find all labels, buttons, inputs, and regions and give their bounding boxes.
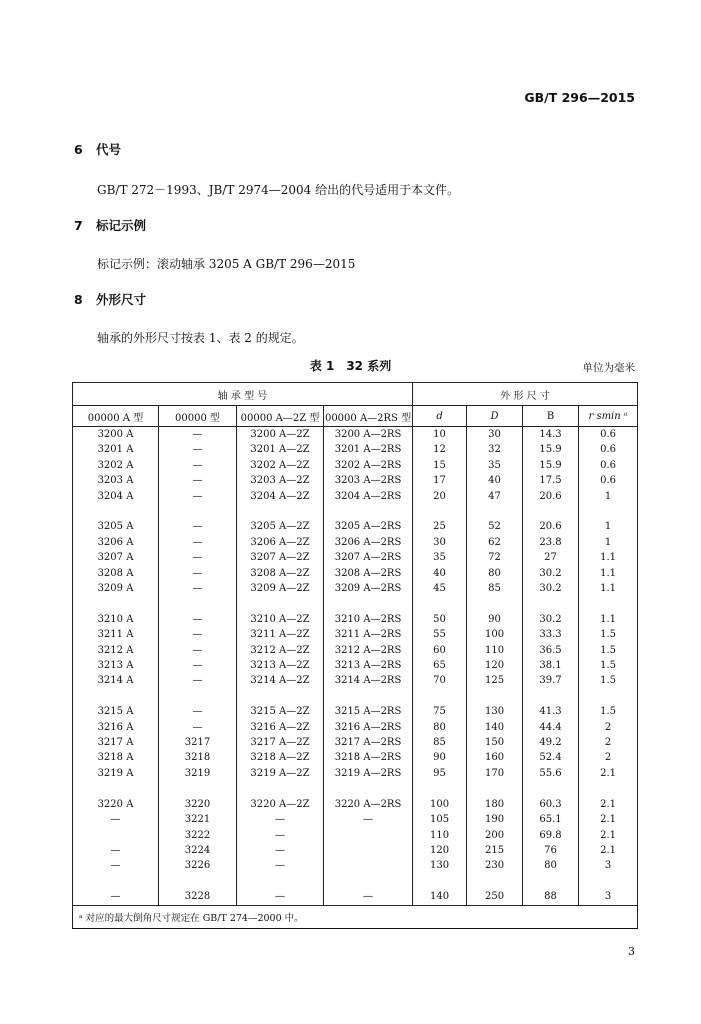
table-cell: 2.1 xyxy=(579,828,638,843)
table-cell: 3220 A—2RS xyxy=(324,797,413,812)
table-row xyxy=(73,750,638,765)
table-cell: 14.3 xyxy=(523,427,579,443)
table-cell: 30 xyxy=(413,535,467,550)
table-cell: 140 xyxy=(467,720,523,735)
table-cell: 3215 A xyxy=(73,704,159,719)
table-cell: 3204 A—2Z xyxy=(237,489,324,504)
table-cell: 3200 A—2Z xyxy=(237,427,324,443)
table-cell: 3222 xyxy=(159,828,237,843)
table-cell: 1.5 xyxy=(579,627,638,642)
table-cell: 3220 A—2Z xyxy=(237,797,324,812)
table-cell: 72 xyxy=(467,550,523,565)
table-cell: 3200 A—2RS xyxy=(324,427,413,443)
table-cell: 3202 A xyxy=(73,458,159,473)
table-cell: 39.7 xyxy=(523,673,579,688)
col-header: 00000 A 型 xyxy=(73,406,159,427)
table-cell: — xyxy=(159,550,237,565)
table-cell: 30.2 xyxy=(523,566,579,581)
table-cell: 47 xyxy=(467,489,523,504)
dimension-table xyxy=(72,382,638,929)
table-cell: 76 xyxy=(523,843,579,858)
table-cell: 70 xyxy=(413,673,467,688)
table-cell xyxy=(324,843,413,858)
table-cell: 1.1 xyxy=(579,550,638,565)
table-cell: 3217 A xyxy=(73,735,159,750)
table-cell: 3207 A xyxy=(73,550,159,565)
table-row xyxy=(73,489,638,504)
table-cell: 3217 xyxy=(159,735,237,750)
table-row xyxy=(73,442,638,457)
table-cell: 3210 A—2Z xyxy=(237,612,324,627)
table-cell: 0.6 xyxy=(579,427,638,443)
table-cell: 17 xyxy=(413,473,467,488)
table-cell: 3211 A xyxy=(73,627,159,642)
table-row xyxy=(73,812,638,827)
section-8-heading: 8 外形尺寸 xyxy=(74,292,147,307)
table-cell: 88 xyxy=(523,889,579,905)
table-row xyxy=(73,828,638,843)
table-cell: — xyxy=(159,673,237,688)
table-cell: 3205 A—2Z xyxy=(237,519,324,534)
table-cell: 3226 xyxy=(159,858,237,873)
table-cell: 41.3 xyxy=(523,704,579,719)
col-header: 00000 A—2RS 型 xyxy=(324,406,413,427)
table-cell: — xyxy=(159,473,237,488)
page-number: 3 xyxy=(628,945,635,958)
table-cell: 38.1 xyxy=(523,658,579,673)
table-cell: 125 xyxy=(467,673,523,688)
table-cell: — xyxy=(159,427,237,443)
table-cell: — xyxy=(159,720,237,735)
table-cell: 0.6 xyxy=(579,458,638,473)
table-cell: — xyxy=(159,519,237,534)
table-cell: 40 xyxy=(467,473,523,488)
table-cell: 15.9 xyxy=(523,442,579,457)
table-cell: 60.3 xyxy=(523,797,579,812)
table-cell: 3219 xyxy=(159,766,237,781)
table-cell: 80 xyxy=(467,566,523,581)
table-cell: 3213 A xyxy=(73,658,159,673)
table-cell xyxy=(324,828,413,843)
table-cell: 3216 A xyxy=(73,720,159,735)
table-cell: 3220 xyxy=(159,797,237,812)
table-cell: 10 xyxy=(413,427,467,443)
group-spacer xyxy=(73,596,638,611)
table-cell: 35 xyxy=(413,550,467,565)
table-cell: 65 xyxy=(413,658,467,673)
table-cell: 85 xyxy=(413,735,467,750)
table-cell: 3228 xyxy=(159,889,237,905)
table-cell: 90 xyxy=(413,750,467,765)
table-cell: 3209 A xyxy=(73,581,159,596)
table-cell: 3215 A—2RS xyxy=(324,704,413,719)
table-cell xyxy=(324,858,413,873)
col-header: 00000 型 xyxy=(159,406,237,427)
table-cell: 3205 A xyxy=(73,519,159,534)
table-row xyxy=(73,535,638,550)
table-cell: 3214 A—2Z xyxy=(237,673,324,688)
table-row xyxy=(73,581,638,596)
table-cell: 3203 A—2Z xyxy=(237,473,324,488)
table-cell: — xyxy=(159,581,237,596)
col-header: r smin ᵃ xyxy=(579,406,638,427)
section-6-heading: 6 代号 xyxy=(74,142,122,157)
section-8-text: 轴承的外形尺寸按表 1、表 2 的规定。 xyxy=(97,331,304,345)
table-cell: 1.1 xyxy=(579,566,638,581)
table-cell: 3212 A—2Z xyxy=(237,643,324,658)
section-6-text: GB/T 272－1993、JB/T 2974—2004 给出的代号适用于本文件。 xyxy=(97,183,460,197)
table-row xyxy=(73,673,638,688)
table-cell: 90 xyxy=(467,612,523,627)
table-cell: 52 xyxy=(467,519,523,534)
table-row xyxy=(73,766,638,781)
table-cell: 3212 A xyxy=(73,643,159,658)
table-cell: — xyxy=(159,442,237,457)
table-cell: 3203 A xyxy=(73,473,159,488)
table-cell: — xyxy=(324,889,413,905)
table-row xyxy=(73,627,638,642)
table-footnote: ᵃ 对应的最大倒角尺寸规定在 GB/T 274—2000 中。 xyxy=(73,905,638,928)
table-cell: 27 xyxy=(523,550,579,565)
table-cell: 75 xyxy=(413,704,467,719)
table-cell: 3202 A—2Z xyxy=(237,458,324,473)
table-row xyxy=(73,519,638,534)
table-cell: 0.6 xyxy=(579,442,638,457)
col-header: d xyxy=(413,406,467,427)
group-spacer xyxy=(73,504,638,519)
table-cell: 3210 A xyxy=(73,612,159,627)
table-caption: 表 1 32 系列 xyxy=(309,359,392,373)
table-cell: 45 xyxy=(413,581,467,596)
table-cell: 3213 A—2Z xyxy=(237,658,324,673)
table-cell: 130 xyxy=(413,858,467,873)
table-row xyxy=(73,427,638,443)
table-cell: 105 xyxy=(413,812,467,827)
table-cell: 2.1 xyxy=(579,812,638,827)
table-cell: 230 xyxy=(467,858,523,873)
table-cell: 12 xyxy=(413,442,467,457)
table-cell: 3201 A xyxy=(73,442,159,457)
table-row xyxy=(73,858,638,873)
table-cell: 3217 A—2Z xyxy=(237,735,324,750)
table-cell: 36.5 xyxy=(523,643,579,658)
table-cell: 35 xyxy=(467,458,523,473)
table-cell: — xyxy=(73,889,159,905)
table-cell: 1.5 xyxy=(579,658,638,673)
table-cell: 20 xyxy=(413,489,467,504)
table-cell: 3216 A—2RS xyxy=(324,720,413,735)
table-cell: — xyxy=(237,889,324,905)
table-cell: 3214 A—2RS xyxy=(324,673,413,688)
table-cell: 3218 A—2RS xyxy=(324,750,413,765)
table-cell: 3201 A—2RS xyxy=(324,442,413,457)
table-cell: 180 xyxy=(467,797,523,812)
table-cell: — xyxy=(159,489,237,504)
table-cell: 140 xyxy=(413,889,467,905)
table-cell: 3202 A—2RS xyxy=(324,458,413,473)
table-cell: 3204 A xyxy=(73,489,159,504)
table-cell: 3205 A—2RS xyxy=(324,519,413,534)
table-cell: 200 xyxy=(467,828,523,843)
table-cell: 3208 A—2RS xyxy=(324,566,413,581)
table-cell: 3217 A—2RS xyxy=(324,735,413,750)
table-cell: 80 xyxy=(523,858,579,873)
table-row xyxy=(73,643,638,658)
table-cell: — xyxy=(324,812,413,827)
table-cell: 40 xyxy=(413,566,467,581)
table-row xyxy=(73,550,638,565)
table-cell: — xyxy=(237,843,324,858)
table-cell: 3209 A—2Z xyxy=(237,581,324,596)
table-cell: 3206 A—2RS xyxy=(324,535,413,550)
col-header: D xyxy=(467,406,523,427)
table-row xyxy=(73,704,638,719)
table-cell: 3 xyxy=(579,889,638,905)
table-cell: 3201 A—2Z xyxy=(237,442,324,457)
table-cell: 50 xyxy=(413,612,467,627)
table-cell: 160 xyxy=(467,750,523,765)
table-cell: 3224 xyxy=(159,843,237,858)
table-cell: 55 xyxy=(413,627,467,642)
section-7-heading: 7 标记示例 xyxy=(74,218,147,233)
table-row xyxy=(73,473,638,488)
table-cell: — xyxy=(73,843,159,858)
table-cell: 95 xyxy=(413,766,467,781)
col-header: B xyxy=(523,406,579,427)
table-cell: — xyxy=(159,643,237,658)
table-row xyxy=(73,797,638,812)
table-cell: 3203 A—2RS xyxy=(324,473,413,488)
table-cell: 3208 A xyxy=(73,566,159,581)
table-cell: 65.1 xyxy=(523,812,579,827)
section-7-text: 标记示例：滚动轴承 3205 A GB/T 296—2015 xyxy=(97,257,356,271)
table-cell: 3214 A xyxy=(73,673,159,688)
table-cell: 32 xyxy=(467,442,523,457)
table-row xyxy=(73,566,638,581)
table-cell: — xyxy=(159,612,237,627)
table-cell: — xyxy=(237,828,324,843)
table-cell: 80 xyxy=(413,720,467,735)
table-cell: 3208 A—2Z xyxy=(237,566,324,581)
table-cell: 2.1 xyxy=(579,766,638,781)
group-spacer xyxy=(73,874,638,889)
table-row xyxy=(73,658,638,673)
table-cell: 3221 xyxy=(159,812,237,827)
table-cell: 25 xyxy=(413,519,467,534)
col-header: 00000 A—2Z 型 xyxy=(237,406,324,427)
table-cell: 190 xyxy=(467,812,523,827)
standard-number: GB/T 296—2015 xyxy=(524,90,635,105)
table-row xyxy=(73,612,638,627)
table-cell: 62 xyxy=(467,535,523,550)
table-cell: 3204 A—2RS xyxy=(324,489,413,504)
table-cell: 3219 A xyxy=(73,766,159,781)
table-row xyxy=(73,889,638,905)
table-cell: 1 xyxy=(579,519,638,534)
table-cell: — xyxy=(73,812,159,827)
table-cell: 44.4 xyxy=(523,720,579,735)
table-cell: 60 xyxy=(413,643,467,658)
table-cell: — xyxy=(73,858,159,873)
table-cell: 3218 xyxy=(159,750,237,765)
table-cell: 2.1 xyxy=(579,843,638,858)
table-cell xyxy=(73,828,159,843)
table-cell: — xyxy=(159,658,237,673)
table-cell: 33.3 xyxy=(523,627,579,642)
table-cell: 20.6 xyxy=(523,489,579,504)
table-cell: 130 xyxy=(467,704,523,719)
table-cell: 110 xyxy=(467,643,523,658)
table-cell: 1.5 xyxy=(579,704,638,719)
table-cell: 3207 A—2Z xyxy=(237,550,324,565)
table-cell: — xyxy=(237,858,324,873)
table-cell: 3213 A—2RS xyxy=(324,658,413,673)
table-cell: — xyxy=(159,704,237,719)
table-cell: 30.2 xyxy=(523,581,579,596)
table-cell: 100 xyxy=(413,797,467,812)
table-cell: 3218 A xyxy=(73,750,159,765)
table-cell: 1.1 xyxy=(579,612,638,627)
table-cell: 69.8 xyxy=(523,828,579,843)
table-cell: — xyxy=(159,535,237,550)
table-cell: 1.5 xyxy=(579,673,638,688)
group-spacer xyxy=(73,781,638,796)
table-cell: 120 xyxy=(413,843,467,858)
table-cell: 3200 A xyxy=(73,427,159,443)
table-cell: — xyxy=(159,627,237,642)
table-cell: 17.5 xyxy=(523,473,579,488)
table-cell: 3207 A—2RS xyxy=(324,550,413,565)
table-cell: 30 xyxy=(467,427,523,443)
table-cell: 15.9 xyxy=(523,458,579,473)
group-spacer xyxy=(73,689,638,704)
table-cell: 2 xyxy=(579,720,638,735)
table-cell: 3215 A—2Z xyxy=(237,704,324,719)
table-cell: 215 xyxy=(467,843,523,858)
table-row xyxy=(73,458,638,473)
table-cell: 1 xyxy=(579,489,638,504)
table-cell: 3216 A—2Z xyxy=(237,720,324,735)
table-row xyxy=(73,843,638,858)
table-cell: 3212 A—2RS xyxy=(324,643,413,658)
table-cell: 150 xyxy=(467,735,523,750)
table-cell: 85 xyxy=(467,581,523,596)
table-cell: 110 xyxy=(413,828,467,843)
table-cell: 3219 A—2RS xyxy=(324,766,413,781)
table-cell: 1.5 xyxy=(579,643,638,658)
table-cell: 1.1 xyxy=(579,581,638,596)
table-cell: 250 xyxy=(467,889,523,905)
table-cell: 49.2 xyxy=(523,735,579,750)
table-cell: 120 xyxy=(467,658,523,673)
table-cell: 23.8 xyxy=(523,535,579,550)
table-cell: 3210 A—2RS xyxy=(324,612,413,627)
table-unit: 单位为毫米 xyxy=(582,362,635,374)
dimensions-header: 外 形 尺 寸 xyxy=(413,383,638,406)
table-cell: — xyxy=(159,458,237,473)
table-cell: 15 xyxy=(413,458,467,473)
table-cell: — xyxy=(159,566,237,581)
table-cell: 2 xyxy=(579,735,638,750)
table-cell: 3 xyxy=(579,858,638,873)
table-cell: 1 xyxy=(579,535,638,550)
table-cell: 0.6 xyxy=(579,473,638,488)
table-cell: 3209 A—2RS xyxy=(324,581,413,596)
table-cell: 52.4 xyxy=(523,750,579,765)
table-cell: 3218 A—2Z xyxy=(237,750,324,765)
table-cell: 170 xyxy=(467,766,523,781)
table-cell: 2.1 xyxy=(579,797,638,812)
table-cell: 2 xyxy=(579,750,638,765)
table-cell: 3206 A xyxy=(73,535,159,550)
table-row xyxy=(73,735,638,750)
table-row xyxy=(73,720,638,735)
bearing-type-header: 轴 承 型 号 xyxy=(73,383,413,406)
table-cell: 3211 A—2Z xyxy=(237,627,324,642)
table-cell: 3211 A—2RS xyxy=(324,627,413,642)
table-cell: 55.6 xyxy=(523,766,579,781)
table-cell: 3219 A—2Z xyxy=(237,766,324,781)
table-cell: 3220 A xyxy=(73,797,159,812)
table-cell: 30.2 xyxy=(523,612,579,627)
table-cell: 100 xyxy=(467,627,523,642)
table-cell: — xyxy=(237,812,324,827)
table-cell: 3206 A—2Z xyxy=(237,535,324,550)
table-cell: 20.6 xyxy=(523,519,579,534)
